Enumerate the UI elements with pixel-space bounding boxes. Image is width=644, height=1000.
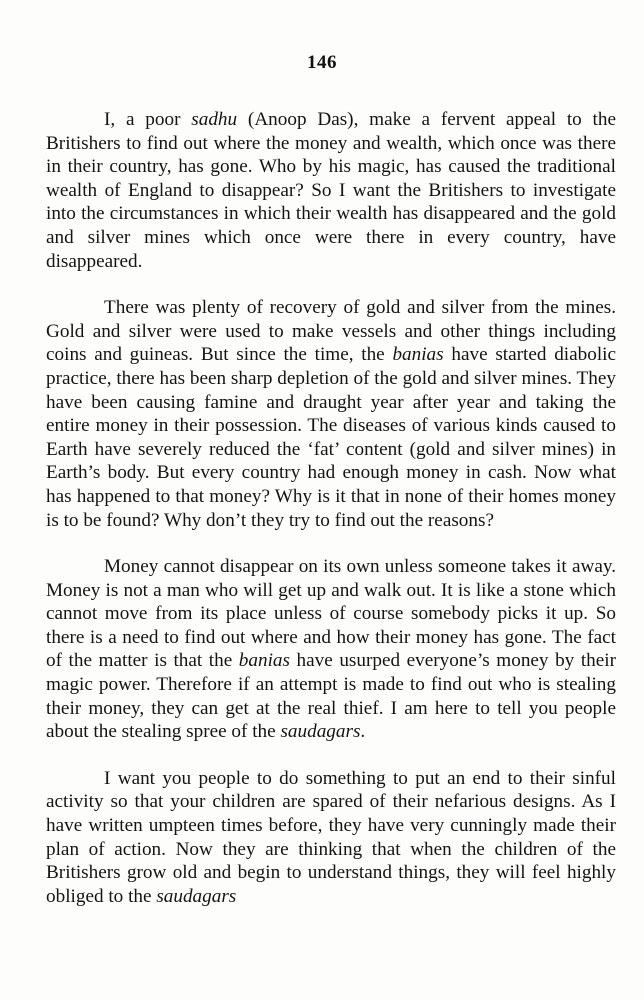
italic-term: saudagars	[156, 885, 237, 907]
text-span: .	[360, 721, 366, 743]
paragraph-3	[46, 555, 616, 744]
text-span: have usurped everyone’s money by their magic power. Therefore if an attempt is made to find out who is stealing their money, they can get at the real thief. I am here to tell you people about the stealing spree of the	[46, 650, 616, 743]
italic-term: saudagars	[280, 721, 361, 743]
text-span: There was plenty of recovery of gold and silver from the mines. Gold and silver were used to make vessels and other things including coins and guineas. But since the time, the	[46, 297, 616, 366]
text-span: (Anoop Das), make a fervent appeal to the Britishers to find out where the money and wealth, which once was there in their country, has gone. Who by his magic, has caused the traditional wealth of England to disappear? So I want the Britishers to investigate into the circumstances in which their wealth has disappeared and the gold and silver mines which once were there in every country, have disappeared.	[46, 109, 617, 272]
paragraph-4	[46, 767, 616, 909]
italic-term: banias	[392, 344, 444, 366]
italic-term: banias	[238, 650, 290, 672]
italic-term: sadhu	[191, 109, 238, 130]
page-number: 146	[307, 52, 337, 73]
paragraph-2	[46, 296, 616, 532]
paragraph-1	[46, 108, 616, 273]
text-span: have started diabolic practice, there has been sharp depletion of the gold and silver mines. They have been causing famine and draught year after year and taking the entire money in their possession. The diseases of various kinds caused to Earth have severely reduced the ‘fat’ content (gold and silver mines) in Earth’s body. But every country had enough money in cash. Now what has happened to that money? Why is it that in none of their homes money is to be found? Why don’t they try to find out the reasons?	[46, 344, 617, 531]
text-span: I, a poor	[104, 109, 192, 130]
body-text	[46, 108, 616, 908]
text-span: I want you people to do something to put an end to their sinful activity so that your children are spared of their nefarious designs. As I have written umpteen times before, they have very cunningly made their plan of action. Now they are thinking that when the children of the Britishers grow old and begin to understand things, they will feel highly obliged to the	[46, 767, 616, 907]
text-span: Money cannot disappear on its own unless someone takes it away. Money is not a man who will get up and walk out. It is like a stone which cannot move from its place unless of course somebody picks it up. So there is a need to find out where and how their money has gone. The fact of the matter is that the	[46, 556, 616, 672]
